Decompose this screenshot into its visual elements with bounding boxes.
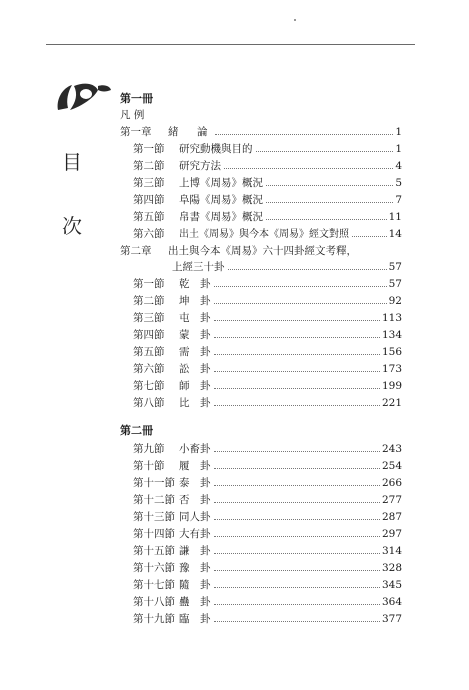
section-number: 第十九節 xyxy=(133,613,175,625)
leader-dots xyxy=(214,371,380,372)
section-page: 57 xyxy=(388,278,402,290)
toc-entry xyxy=(133,142,402,156)
section-title: 同人卦 xyxy=(179,511,211,523)
section-page: 287 xyxy=(381,511,402,523)
section-page: 266 xyxy=(381,477,402,489)
toc-entry xyxy=(133,476,402,490)
section-title: 師 卦 xyxy=(179,380,211,392)
toc-entry xyxy=(133,544,402,558)
leader-dots xyxy=(224,168,393,169)
fanli-label: 凡 例 xyxy=(120,109,145,121)
section-page: 221 xyxy=(381,397,402,409)
chapter-1-page: 1 xyxy=(395,126,402,138)
section-number: 第三節 xyxy=(133,312,165,324)
fanli-entry xyxy=(120,108,144,122)
section-page: 1 xyxy=(395,143,402,155)
leader-dots xyxy=(352,236,387,237)
leader-dots xyxy=(214,354,380,355)
section-title: 出土《周易》與今本《周易》經文對照 xyxy=(179,229,349,240)
volume-1-title: 第一冊 xyxy=(120,92,153,105)
leader-dots xyxy=(214,320,380,321)
section-number: 第四節 xyxy=(133,194,165,206)
section-page: 328 xyxy=(381,562,402,574)
section-number: 第十一節 xyxy=(133,477,175,489)
section-number: 第四節 xyxy=(133,329,165,341)
toc-entry xyxy=(133,612,402,626)
section-title: 否 卦 xyxy=(179,494,211,506)
section-title: 研究方法 xyxy=(179,160,221,172)
section-page: 14 xyxy=(388,228,402,240)
leader-dots xyxy=(214,485,380,486)
section-number: 第一節 xyxy=(133,143,165,155)
leader-dots xyxy=(214,587,380,588)
toc-entry xyxy=(133,193,402,207)
section-number: 第十四節 xyxy=(133,528,175,540)
section-page: 156 xyxy=(381,346,402,358)
section-number: 第十八節 xyxy=(133,596,175,608)
chapter-1-entry xyxy=(120,125,402,139)
section-page: 173 xyxy=(381,363,402,375)
section-title: 乾 卦 xyxy=(179,278,211,290)
leader-dots xyxy=(228,269,387,270)
section-page: 254 xyxy=(381,460,402,472)
chapter-1-number: 第一章 xyxy=(120,126,152,138)
section-page: 7 xyxy=(395,194,402,206)
section-number: 第十六節 xyxy=(133,562,175,574)
section-page: 314 xyxy=(381,545,402,557)
toc-entry xyxy=(133,362,402,376)
toc-entry xyxy=(133,493,402,507)
toc-entry xyxy=(133,561,402,575)
leader-dots xyxy=(215,134,394,135)
section-number: 第一節 xyxy=(133,278,165,290)
chapter-2-title-line2: 上經三十卦 xyxy=(172,261,225,273)
section-title: 屯 卦 xyxy=(179,312,211,324)
section-page: 243 xyxy=(381,443,402,455)
leader-dots xyxy=(214,553,380,554)
section-page: 92 xyxy=(388,295,402,307)
section-page: 377 xyxy=(381,613,402,625)
section-page: 199 xyxy=(381,380,402,392)
leader-dots xyxy=(214,451,380,452)
section-title: 阜陽《周易》概況 xyxy=(179,194,263,206)
section-title: 蠱 卦 xyxy=(179,596,211,608)
section-page: 134 xyxy=(381,329,402,341)
chapter-2-page: 57 xyxy=(388,261,402,273)
section-title: 履 卦 xyxy=(179,460,211,472)
chapter-2-entry-line1 xyxy=(120,244,357,258)
leader-dots xyxy=(256,151,394,152)
section-title: 上博《周易》概況 xyxy=(179,177,263,189)
leader-dots xyxy=(214,303,387,304)
side-title-char-2: 次 xyxy=(62,214,82,238)
section-number: 第十節 xyxy=(133,460,165,472)
section-title: 比 卦 xyxy=(179,397,211,409)
toc-entry xyxy=(133,210,402,224)
toc-entry xyxy=(133,294,402,308)
section-number: 第二節 xyxy=(133,295,165,307)
toc-entry xyxy=(133,527,402,541)
section-title: 帛書《周易》概況 xyxy=(179,211,263,223)
leader-dots xyxy=(214,468,380,469)
section-number: 第六節 xyxy=(133,363,165,375)
volume-2-title: 第二冊 xyxy=(120,424,153,437)
toc-entry xyxy=(133,459,402,473)
section-number: 第九節 xyxy=(133,443,165,455)
section-page: 297 xyxy=(381,528,402,540)
toc-entry xyxy=(133,510,402,524)
leader-dots xyxy=(214,337,380,338)
section-number: 第六節 xyxy=(133,228,165,240)
section-title: 研究動機與目的 xyxy=(179,143,253,155)
section-page: 277 xyxy=(381,494,402,506)
leader-dots xyxy=(214,604,380,605)
section-title: 隨 卦 xyxy=(179,579,211,591)
toc-entry xyxy=(133,227,402,242)
toc-entry xyxy=(133,311,402,325)
section-number: 第十五節 xyxy=(133,545,175,557)
leader-dots xyxy=(214,519,380,520)
section-number: 第七節 xyxy=(133,380,165,392)
section-title: 謙 卦 xyxy=(179,545,211,557)
leader-dots xyxy=(266,185,393,186)
volume-1-heading xyxy=(120,92,153,106)
section-title: 大有卦 xyxy=(179,528,211,540)
section-page: 364 xyxy=(381,596,402,608)
section-page: 11 xyxy=(388,211,402,223)
chapter-2-number: 第二章 xyxy=(120,245,152,257)
section-title: 豫 卦 xyxy=(179,562,211,574)
toc-entry xyxy=(133,595,402,609)
toc-entry xyxy=(133,328,402,342)
leader-dots xyxy=(266,202,393,203)
section-number: 第十二節 xyxy=(133,494,175,506)
section-page: 345 xyxy=(381,579,402,591)
toc-entry xyxy=(133,176,402,190)
toc-entry xyxy=(133,345,402,359)
leader-dots xyxy=(214,405,380,406)
section-page: 113 xyxy=(381,312,402,324)
section-number: 第五節 xyxy=(133,211,165,223)
section-title: 臨 卦 xyxy=(179,613,211,625)
toc-entry xyxy=(133,379,402,393)
section-title: 訟 卦 xyxy=(179,363,211,375)
leader-dots xyxy=(214,286,387,287)
section-number: 第十三節 xyxy=(133,511,175,523)
toc-entry xyxy=(133,442,402,456)
leader-dots xyxy=(266,219,387,220)
leader-dots xyxy=(214,388,380,389)
chapter-1-title: 緒 論 xyxy=(168,126,212,138)
side-title-char-1: 目 xyxy=(62,150,82,174)
leader-dots xyxy=(214,570,380,571)
section-page: 4 xyxy=(395,160,402,172)
section-number: 第三節 xyxy=(133,177,165,189)
toc-entry xyxy=(133,396,402,410)
section-page: 5 xyxy=(395,177,402,189)
section-number: 第五節 xyxy=(133,346,165,358)
leader-dots xyxy=(214,621,380,622)
section-title: 小畜卦 xyxy=(179,443,211,455)
toc-entry xyxy=(133,277,402,291)
section-number: 第十七節 xyxy=(133,579,175,591)
section-title: 需 卦 xyxy=(179,346,211,358)
leader-dots xyxy=(214,502,380,503)
chapter-2-entry-line2 xyxy=(172,260,402,274)
section-title: 蒙 卦 xyxy=(179,329,211,341)
section-number: 第二節 xyxy=(133,160,165,172)
section-title: 泰 卦 xyxy=(179,477,211,489)
leader-dots xyxy=(214,536,380,537)
toc-entry xyxy=(133,578,402,592)
toc-entry xyxy=(133,159,402,173)
chapter-2-title-line1: 出土與今本《周易》六十四卦經文考釋， xyxy=(168,245,357,257)
section-title: 坤 卦 xyxy=(179,295,211,307)
section-number: 第八節 xyxy=(133,397,165,409)
volume-2-heading xyxy=(120,424,153,438)
